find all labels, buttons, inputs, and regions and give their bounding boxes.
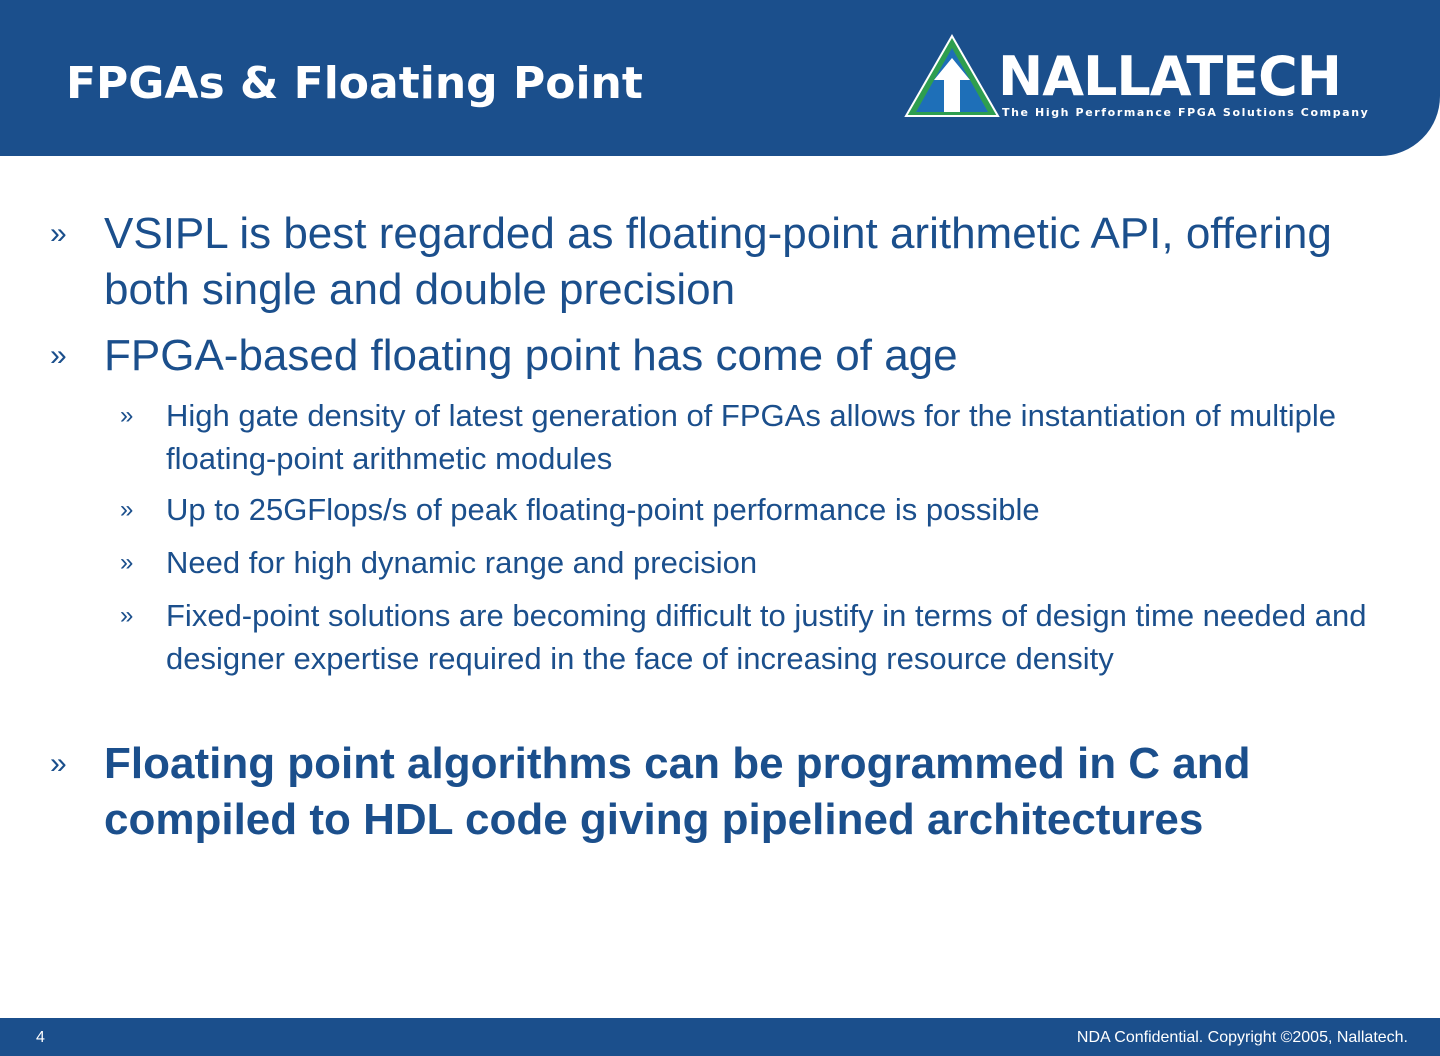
bullet-text: Fixed-point solutions are becoming difficult to justify in terms of design time needed and designer expertise required in the face of increasing resource density — [166, 598, 1367, 676]
slide-title: FPGAs & Floating Point — [66, 58, 643, 109]
nallatech-logo — [904, 34, 1384, 124]
bullet-marker: » — [50, 747, 67, 780]
bullet-item — [50, 206, 1350, 318]
bullet-marker: » — [120, 549, 134, 576]
bullet-item — [50, 328, 1350, 384]
bullet-text: Floating point algorithms can be programmed in C and compiled to HDL code giving pipelined architectures — [104, 739, 1251, 844]
copyright-notice: NDA Confidential. Copyright ©2005, Nallatech. — [1076, 1029, 1408, 1046]
sub-bullet-item — [120, 594, 1400, 680]
bullet-marker: » — [120, 496, 134, 523]
bullet-marker: » — [50, 217, 67, 250]
bullet-marker: » — [50, 339, 67, 372]
sub-bullet-item — [120, 488, 1400, 531]
logo-wordmark: NALLATECH — [998, 45, 1341, 108]
page-number: 4 — [36, 1029, 45, 1046]
logo-tagline: The High Performance FPGA Solutions Company — [1002, 106, 1370, 119]
bullet-text: High gate density of latest generation of FPGAs allows for the instantiation of multiple floating-point arithmetic modules — [166, 398, 1337, 476]
bullet-item-emphasis — [50, 736, 1350, 848]
bullet-text: Need for high dynamic range and precision — [166, 545, 758, 580]
sub-bullet-item — [120, 394, 1400, 480]
nallatech-triangle-arrow-icon — [904, 34, 1000, 118]
bullet-text: Up to 25GFlops/s of peak floating-point performance is possible — [166, 492, 1040, 527]
bullet-text: FPGA-based floating point has come of age — [104, 331, 958, 380]
sub-bullet-item — [120, 541, 1400, 584]
bullet-marker: » — [120, 602, 134, 629]
bullet-text: VSIPL is best regarded as floating-point arithmetic API, offering both single and double precision — [104, 209, 1332, 314]
bullet-marker: » — [120, 402, 134, 429]
